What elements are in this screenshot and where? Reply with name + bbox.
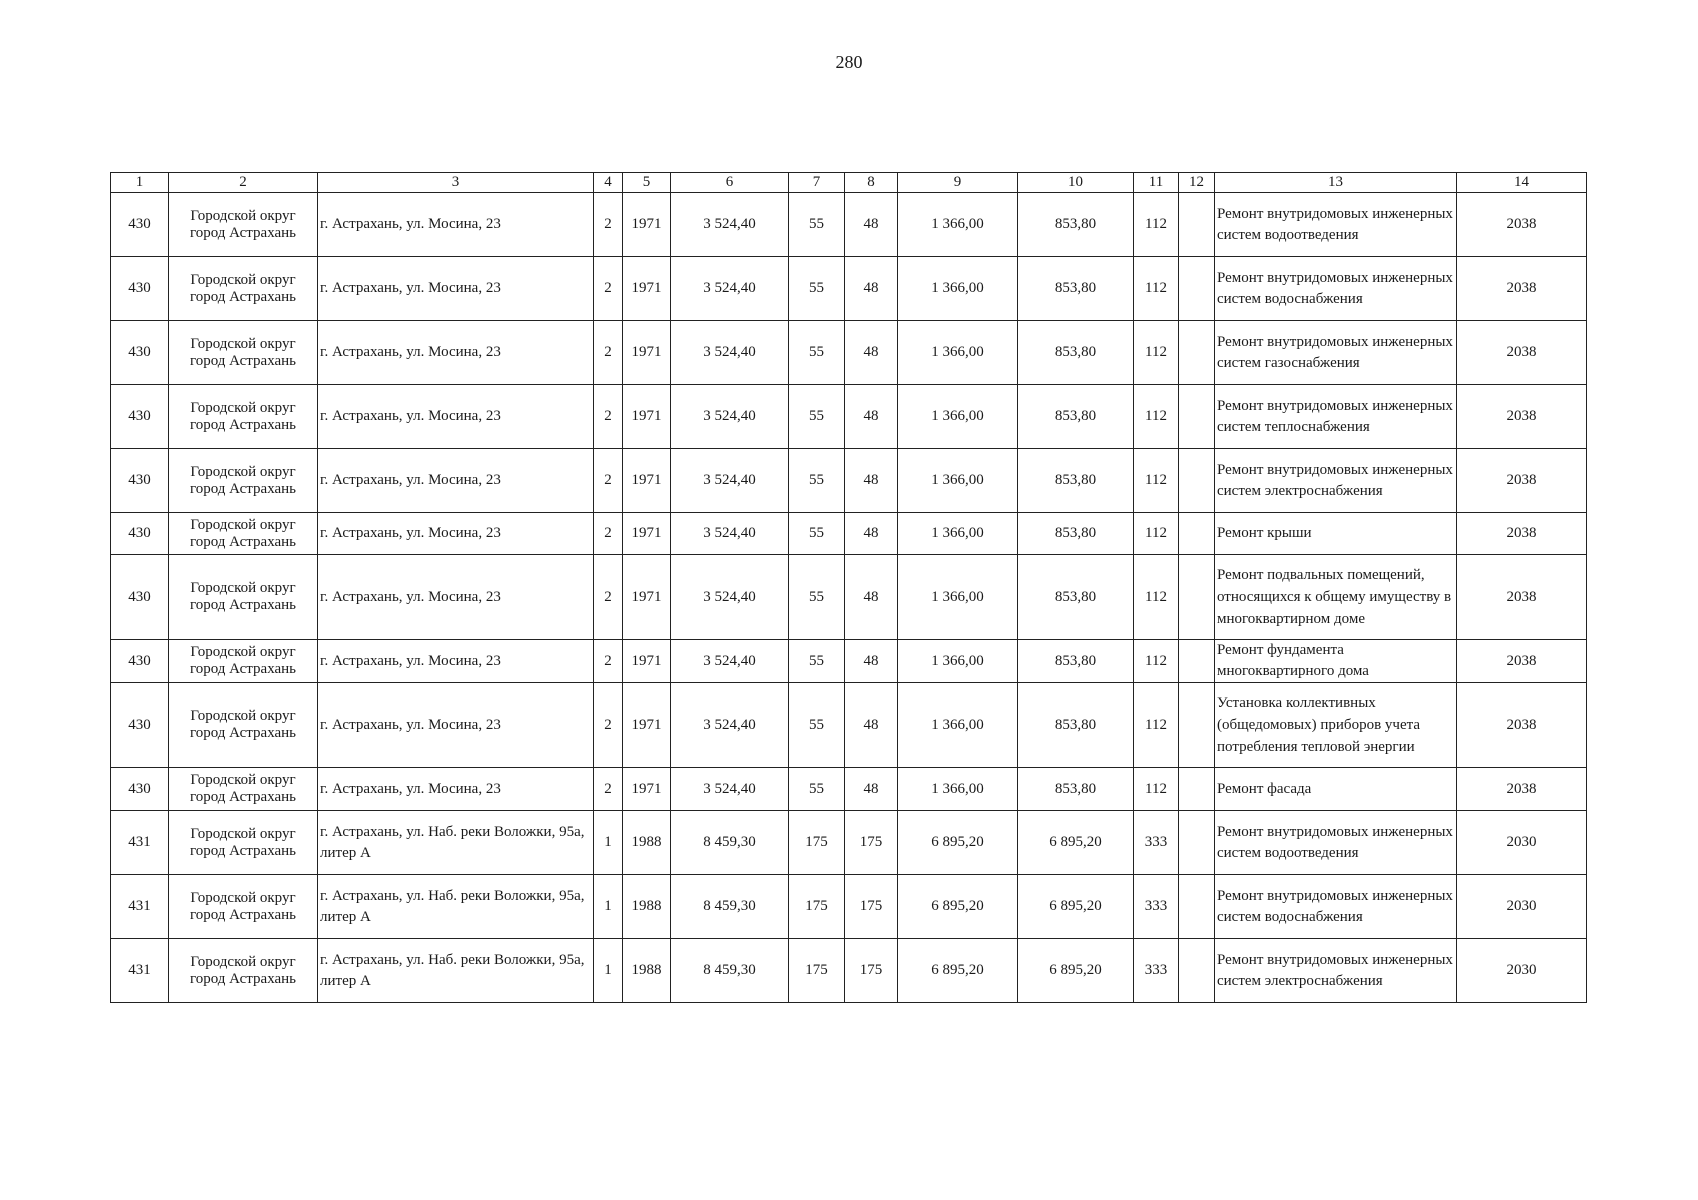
cell-residential-area: 6 895,20 bbox=[898, 939, 1018, 1003]
cell-total-area: 3 524,40 bbox=[671, 193, 789, 257]
cell-address: г. Астрахань, ул. Наб. реки Воложки, 95а, литер А bbox=[318, 939, 594, 1003]
cell-address: г. Астрахань, ул. Мосина, 23 bbox=[318, 513, 594, 555]
data-table bbox=[110, 172, 1587, 1003]
cell-municipality: Городской округ город Астрахань bbox=[169, 555, 318, 640]
cell-address: г. Астрахань, ул. Мосина, 23 bbox=[318, 683, 594, 768]
column-header: 5 bbox=[623, 173, 671, 193]
table-header-row bbox=[111, 173, 1587, 193]
cell-year-built: 1971 bbox=[623, 257, 671, 321]
cell-private-area: 853,80 bbox=[1018, 768, 1134, 811]
cell-apartments-residential: 48 bbox=[845, 513, 898, 555]
cell-total-area: 3 524,40 bbox=[671, 640, 789, 683]
cell-municipality: Городской округ город Астрахань bbox=[169, 513, 318, 555]
cell-floors: 2 bbox=[594, 768, 623, 811]
cell-municipality: Городской округ город Астрахань bbox=[169, 449, 318, 513]
cell-total-area: 3 524,40 bbox=[671, 768, 789, 811]
table-row bbox=[111, 875, 1587, 939]
table-row bbox=[111, 683, 1587, 768]
cell-planned-year: 2038 bbox=[1457, 385, 1587, 449]
cell-municipality: Городской округ город Астрахань bbox=[169, 811, 318, 875]
cell-residential-area: 1 366,00 bbox=[898, 193, 1018, 257]
cell-residents-count: 333 bbox=[1134, 939, 1179, 1003]
cell-residents-count: 112 bbox=[1134, 449, 1179, 513]
table-row bbox=[111, 257, 1587, 321]
cell-work-type: Ремонт внутридомовых инженерных систем электроснабжения bbox=[1215, 939, 1457, 1003]
cell-residential-area: 1 366,00 bbox=[898, 257, 1018, 321]
page-number: 280 bbox=[835, 52, 863, 72]
column-header: 10 bbox=[1018, 173, 1134, 193]
column-header: 12 bbox=[1179, 173, 1215, 193]
cell-total-area: 3 524,40 bbox=[671, 683, 789, 768]
cell-address: г. Астрахань, ул. Мосина, 23 bbox=[318, 385, 594, 449]
column-header: 6 bbox=[671, 173, 789, 193]
cell-work-type: Ремонт крыши bbox=[1215, 513, 1457, 555]
cell-apartments-total: 55 bbox=[789, 555, 845, 640]
cell-apartments-residential: 48 bbox=[845, 683, 898, 768]
cell-residents-count: 112 bbox=[1134, 768, 1179, 811]
cell-private-area: 853,80 bbox=[1018, 683, 1134, 768]
cell-total-area: 8 459,30 bbox=[671, 939, 789, 1003]
cell-apartments-total: 55 bbox=[789, 683, 845, 768]
cell-apartments-residential: 48 bbox=[845, 193, 898, 257]
cell-floors: 2 bbox=[594, 193, 623, 257]
cell-year-built: 1971 bbox=[623, 513, 671, 555]
cell-work-type: Ремонт внутридомовых инженерных систем водоотведения bbox=[1215, 193, 1457, 257]
cell-total-area: 8 459,30 bbox=[671, 875, 789, 939]
cell-planned-year: 2038 bbox=[1457, 321, 1587, 385]
cell-row-number: 430 bbox=[111, 683, 169, 768]
cell-floors: 2 bbox=[594, 385, 623, 449]
cell-column-12 bbox=[1179, 811, 1215, 875]
cell-year-built: 1971 bbox=[623, 555, 671, 640]
cell-private-area: 853,80 bbox=[1018, 555, 1134, 640]
cell-year-built: 1988 bbox=[623, 875, 671, 939]
cell-year-built: 1971 bbox=[623, 385, 671, 449]
table-row bbox=[111, 385, 1587, 449]
cell-row-number: 431 bbox=[111, 811, 169, 875]
cell-year-built: 1988 bbox=[623, 939, 671, 1003]
cell-row-number: 430 bbox=[111, 555, 169, 640]
cell-floors: 2 bbox=[594, 513, 623, 555]
cell-address: г. Астрахань, ул. Мосина, 23 bbox=[318, 768, 594, 811]
cell-residential-area: 1 366,00 bbox=[898, 683, 1018, 768]
cell-apartments-total: 55 bbox=[789, 513, 845, 555]
column-header: 9 bbox=[898, 173, 1018, 193]
cell-planned-year: 2038 bbox=[1457, 449, 1587, 513]
table-row bbox=[111, 811, 1587, 875]
cell-residential-area: 1 366,00 bbox=[898, 385, 1018, 449]
cell-floors: 2 bbox=[594, 257, 623, 321]
cell-column-12 bbox=[1179, 939, 1215, 1003]
cell-private-area: 853,80 bbox=[1018, 513, 1134, 555]
cell-municipality: Городской округ город Астрахань bbox=[169, 321, 318, 385]
cell-floors: 1 bbox=[594, 875, 623, 939]
column-header: 11 bbox=[1134, 173, 1179, 193]
cell-residents-count: 112 bbox=[1134, 683, 1179, 768]
cell-apartments-residential: 175 bbox=[845, 811, 898, 875]
cell-total-area: 3 524,40 bbox=[671, 513, 789, 555]
cell-planned-year: 2038 bbox=[1457, 768, 1587, 811]
cell-residents-count: 112 bbox=[1134, 193, 1179, 257]
cell-private-area: 853,80 bbox=[1018, 640, 1134, 683]
cell-apartments-residential: 48 bbox=[845, 321, 898, 385]
cell-row-number: 430 bbox=[111, 385, 169, 449]
cell-address: г. Астрахань, ул. Мосина, 23 bbox=[318, 449, 594, 513]
cell-planned-year: 2038 bbox=[1457, 555, 1587, 640]
cell-year-built: 1988 bbox=[623, 811, 671, 875]
cell-work-type: Ремонт внутридомовых инженерных систем водоснабжения bbox=[1215, 875, 1457, 939]
cell-private-area: 853,80 bbox=[1018, 193, 1134, 257]
cell-year-built: 1971 bbox=[623, 640, 671, 683]
cell-apartments-residential: 48 bbox=[845, 449, 898, 513]
table-row bbox=[111, 449, 1587, 513]
cell-residential-area: 1 366,00 bbox=[898, 449, 1018, 513]
cell-work-type: Ремонт подвальных помещений, относящихся к общему имуществу в многоквартирном доме bbox=[1215, 555, 1457, 640]
cell-municipality: Городской округ город Астрахань bbox=[169, 939, 318, 1003]
cell-work-type: Ремонт фундамента многоквартирного дома bbox=[1215, 640, 1457, 683]
cell-residents-count: 112 bbox=[1134, 385, 1179, 449]
cell-floors: 2 bbox=[594, 640, 623, 683]
cell-column-12 bbox=[1179, 321, 1215, 385]
cell-work-type: Ремонт фасада bbox=[1215, 768, 1457, 811]
cell-column-12 bbox=[1179, 683, 1215, 768]
cell-work-type: Ремонт внутридомовых инженерных систем водоснабжения bbox=[1215, 257, 1457, 321]
cell-municipality: Городской округ город Астрахань bbox=[169, 875, 318, 939]
cell-residents-count: 333 bbox=[1134, 811, 1179, 875]
cell-residential-area: 1 366,00 bbox=[898, 640, 1018, 683]
cell-residential-area: 1 366,00 bbox=[898, 513, 1018, 555]
cell-work-type: Ремонт внутридомовых инженерных систем водоотведения bbox=[1215, 811, 1457, 875]
cell-municipality: Городской округ город Астрахань bbox=[169, 257, 318, 321]
cell-private-area: 6 895,20 bbox=[1018, 875, 1134, 939]
cell-residential-area: 6 895,20 bbox=[898, 811, 1018, 875]
table-row bbox=[111, 321, 1587, 385]
cell-year-built: 1971 bbox=[623, 193, 671, 257]
cell-address: г. Астрахань, ул. Наб. реки Воложки, 95а, литер А bbox=[318, 875, 594, 939]
cell-residents-count: 112 bbox=[1134, 513, 1179, 555]
cell-municipality: Городской округ город Астрахань bbox=[169, 683, 318, 768]
cell-planned-year: 2030 bbox=[1457, 939, 1587, 1003]
cell-apartments-total: 55 bbox=[789, 640, 845, 683]
cell-row-number: 430 bbox=[111, 321, 169, 385]
cell-residential-area: 6 895,20 bbox=[898, 875, 1018, 939]
cell-floors: 2 bbox=[594, 683, 623, 768]
table-row bbox=[111, 939, 1587, 1003]
cell-row-number: 431 bbox=[111, 939, 169, 1003]
cell-planned-year: 2038 bbox=[1457, 640, 1587, 683]
cell-private-area: 853,80 bbox=[1018, 385, 1134, 449]
cell-row-number: 430 bbox=[111, 257, 169, 321]
cell-row-number: 431 bbox=[111, 875, 169, 939]
cell-work-type: Ремонт внутридомовых инженерных систем теплоснабжения bbox=[1215, 385, 1457, 449]
cell-apartments-residential: 48 bbox=[845, 257, 898, 321]
cell-address: г. Астрахань, ул. Мосина, 23 bbox=[318, 555, 594, 640]
cell-apartments-total: 55 bbox=[789, 385, 845, 449]
cell-planned-year: 2038 bbox=[1457, 193, 1587, 257]
column-header: 8 bbox=[845, 173, 898, 193]
table-body bbox=[111, 193, 1587, 1003]
cell-column-12 bbox=[1179, 768, 1215, 811]
table-row bbox=[111, 555, 1587, 640]
cell-work-type: Ремонт внутридомовых инженерных систем электроснабжения bbox=[1215, 449, 1457, 513]
column-header: 7 bbox=[789, 173, 845, 193]
cell-column-12 bbox=[1179, 555, 1215, 640]
cell-planned-year: 2038 bbox=[1457, 257, 1587, 321]
column-header: 3 bbox=[318, 173, 594, 193]
cell-year-built: 1971 bbox=[623, 321, 671, 385]
cell-row-number: 430 bbox=[111, 768, 169, 811]
cell-column-12 bbox=[1179, 193, 1215, 257]
cell-municipality: Городской округ город Астрахань bbox=[169, 385, 318, 449]
cell-floors: 2 bbox=[594, 555, 623, 640]
cell-year-built: 1971 bbox=[623, 768, 671, 811]
cell-apartments-total: 175 bbox=[789, 939, 845, 1003]
cell-apartments-residential: 48 bbox=[845, 640, 898, 683]
cell-private-area: 853,80 bbox=[1018, 257, 1134, 321]
cell-residents-count: 112 bbox=[1134, 640, 1179, 683]
cell-column-12 bbox=[1179, 385, 1215, 449]
cell-apartments-total: 55 bbox=[789, 193, 845, 257]
cell-year-built: 1971 bbox=[623, 683, 671, 768]
cell-residents-count: 112 bbox=[1134, 555, 1179, 640]
cell-planned-year: 2038 bbox=[1457, 683, 1587, 768]
cell-address: г. Астрахань, ул. Мосина, 23 bbox=[318, 640, 594, 683]
cell-residential-area: 1 366,00 bbox=[898, 555, 1018, 640]
table-row bbox=[111, 193, 1587, 257]
column-header: 14 bbox=[1457, 173, 1587, 193]
table-row bbox=[111, 640, 1587, 683]
cell-municipality: Городской округ город Астрахань bbox=[169, 768, 318, 811]
cell-apartments-residential: 48 bbox=[845, 385, 898, 449]
cell-apartments-total: 55 bbox=[789, 257, 845, 321]
cell-address: г. Астрахань, ул. Наб. реки Воложки, 95а, литер А bbox=[318, 811, 594, 875]
cell-residential-area: 1 366,00 bbox=[898, 768, 1018, 811]
cell-work-type: Установка коллективных (общедомовых) приборов учета потребления тепловой энергии bbox=[1215, 683, 1457, 768]
cell-private-area: 6 895,20 bbox=[1018, 939, 1134, 1003]
cell-residents-count: 333 bbox=[1134, 875, 1179, 939]
cell-address: г. Астрахань, ул. Мосина, 23 bbox=[318, 257, 594, 321]
cell-row-number: 430 bbox=[111, 640, 169, 683]
cell-apartments-total: 175 bbox=[789, 875, 845, 939]
column-header: 13 bbox=[1215, 173, 1457, 193]
cell-municipality: Городской округ город Астрахань bbox=[169, 640, 318, 683]
cell-planned-year: 2038 bbox=[1457, 513, 1587, 555]
cell-private-area: 6 895,20 bbox=[1018, 811, 1134, 875]
cell-apartments-total: 55 bbox=[789, 768, 845, 811]
cell-apartments-total: 175 bbox=[789, 811, 845, 875]
cell-apartments-residential: 48 bbox=[845, 768, 898, 811]
cell-floors: 1 bbox=[594, 811, 623, 875]
cell-residents-count: 112 bbox=[1134, 257, 1179, 321]
cell-column-12 bbox=[1179, 449, 1215, 513]
column-header: 2 bbox=[169, 173, 318, 193]
cell-total-area: 3 524,40 bbox=[671, 385, 789, 449]
cell-residential-area: 1 366,00 bbox=[898, 321, 1018, 385]
cell-apartments-residential: 48 bbox=[845, 555, 898, 640]
cell-work-type: Ремонт внутридомовых инженерных систем газоснабжения bbox=[1215, 321, 1457, 385]
cell-total-area: 3 524,40 bbox=[671, 257, 789, 321]
cell-apartments-total: 55 bbox=[789, 321, 845, 385]
column-header: 4 bbox=[594, 173, 623, 193]
cell-total-area: 3 524,40 bbox=[671, 321, 789, 385]
cell-apartments-residential: 175 bbox=[845, 875, 898, 939]
cell-year-built: 1971 bbox=[623, 449, 671, 513]
column-header: 1 bbox=[111, 173, 169, 193]
cell-apartments-total: 55 bbox=[789, 449, 845, 513]
cell-planned-year: 2030 bbox=[1457, 811, 1587, 875]
cell-residents-count: 112 bbox=[1134, 321, 1179, 385]
cell-total-area: 3 524,40 bbox=[671, 555, 789, 640]
cell-column-12 bbox=[1179, 513, 1215, 555]
cell-total-area: 3 524,40 bbox=[671, 449, 789, 513]
cell-floors: 1 bbox=[594, 939, 623, 1003]
cell-row-number: 430 bbox=[111, 513, 169, 555]
cell-address: г. Астрахань, ул. Мосина, 23 bbox=[318, 193, 594, 257]
cell-municipality: Городской округ город Астрахань bbox=[169, 193, 318, 257]
cell-planned-year: 2030 bbox=[1457, 875, 1587, 939]
cell-address: г. Астрахань, ул. Мосина, 23 bbox=[318, 321, 594, 385]
cell-total-area: 8 459,30 bbox=[671, 811, 789, 875]
cell-column-12 bbox=[1179, 640, 1215, 683]
cell-column-12 bbox=[1179, 257, 1215, 321]
cell-private-area: 853,80 bbox=[1018, 449, 1134, 513]
cell-row-number: 430 bbox=[111, 449, 169, 513]
cell-row-number: 430 bbox=[111, 193, 169, 257]
cell-floors: 2 bbox=[594, 321, 623, 385]
table-row bbox=[111, 513, 1587, 555]
table-row bbox=[111, 768, 1587, 811]
cell-floors: 2 bbox=[594, 449, 623, 513]
cell-column-12 bbox=[1179, 875, 1215, 939]
cell-private-area: 853,80 bbox=[1018, 321, 1134, 385]
cell-apartments-residential: 175 bbox=[845, 939, 898, 1003]
